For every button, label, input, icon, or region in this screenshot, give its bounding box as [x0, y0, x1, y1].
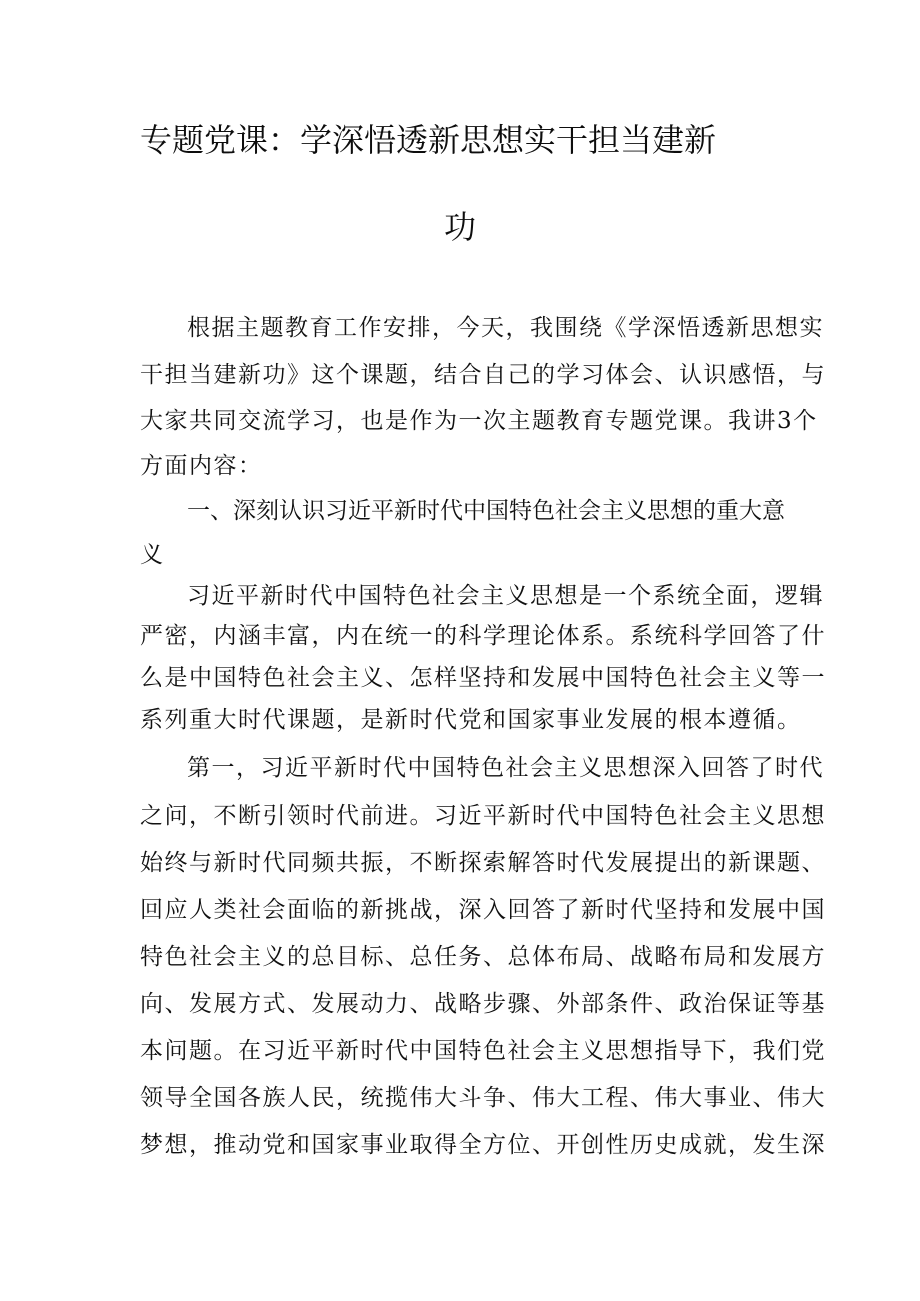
para1-line-4: 系列重大时代课题，是新时代党和国家事业发展的根本遵循。 — [140, 707, 802, 733]
para2-line-3: 始终与新时代同频共振，不断探索解答时代发展提出的新课题、 — [140, 850, 826, 876]
para2-line-2: 之问，不断引领时代前进。习近平新时代中国特色社会主义思想 — [140, 803, 826, 829]
section-heading-line-1: 一、深刻认识习近平新时代中国特色社会主义思想的重大意 — [187, 498, 785, 524]
para1-line-1: 习近平新时代中国特色社会主义思想是一个系统全面，逻辑 — [187, 583, 824, 609]
para2-line-9: 梦想，推动党和国家事业取得全方位、开创性历史成就，发生深 — [140, 1132, 826, 1158]
section-heading-line-2: 义 — [140, 542, 163, 568]
intro-line-2: 干担当建新功》这个课题，结合自己的学习体会、认识感悟，与 — [140, 362, 826, 388]
intro-line-3: 大家共同交流学习，也是作为一次主题教育专题党课。我讲3个 — [140, 408, 818, 434]
document-title-line-1: 专题党课：学深悟透新思想实干担当建新 — [140, 121, 717, 159]
para2-line-8: 领导全国各族人民，统揽伟大斗争、伟大工程、伟大事业、伟大 — [140, 1085, 826, 1111]
para1-line-3: 么是中国特色社会主义、怎样坚持和发展中国特色社会主义等一 — [140, 665, 826, 691]
para2-line-1: 第一，习近平新时代中国特色社会主义思想深入回答了时代 — [187, 755, 824, 781]
para1-line-2: 严密，内涵丰富，内在统一的科学理论体系。系统科学回答了什 — [140, 623, 826, 649]
para2-line-6: 向、发展方式、发展动力、战略步骤、外部条件、政治保证等基 — [140, 991, 826, 1017]
para2-line-7: 本问题。在习近平新时代中国特色社会主义思想指导下，我们党 — [140, 1038, 826, 1064]
para2-line-4: 回应人类社会面临的新挑战，深入回答了新时代坚持和发展中国 — [140, 897, 826, 923]
intro-line-1: 根据主题教育工作安排，今天，我围绕《学深悟透新思想实 — [187, 315, 824, 341]
para2-line-5: 特色社会主义的总目标、总任务、总体布局、战略布局和发展方 — [140, 944, 826, 970]
intro-line-4: 方面内容： — [140, 453, 263, 479]
document-title-line-2: 功 — [443, 208, 476, 246]
